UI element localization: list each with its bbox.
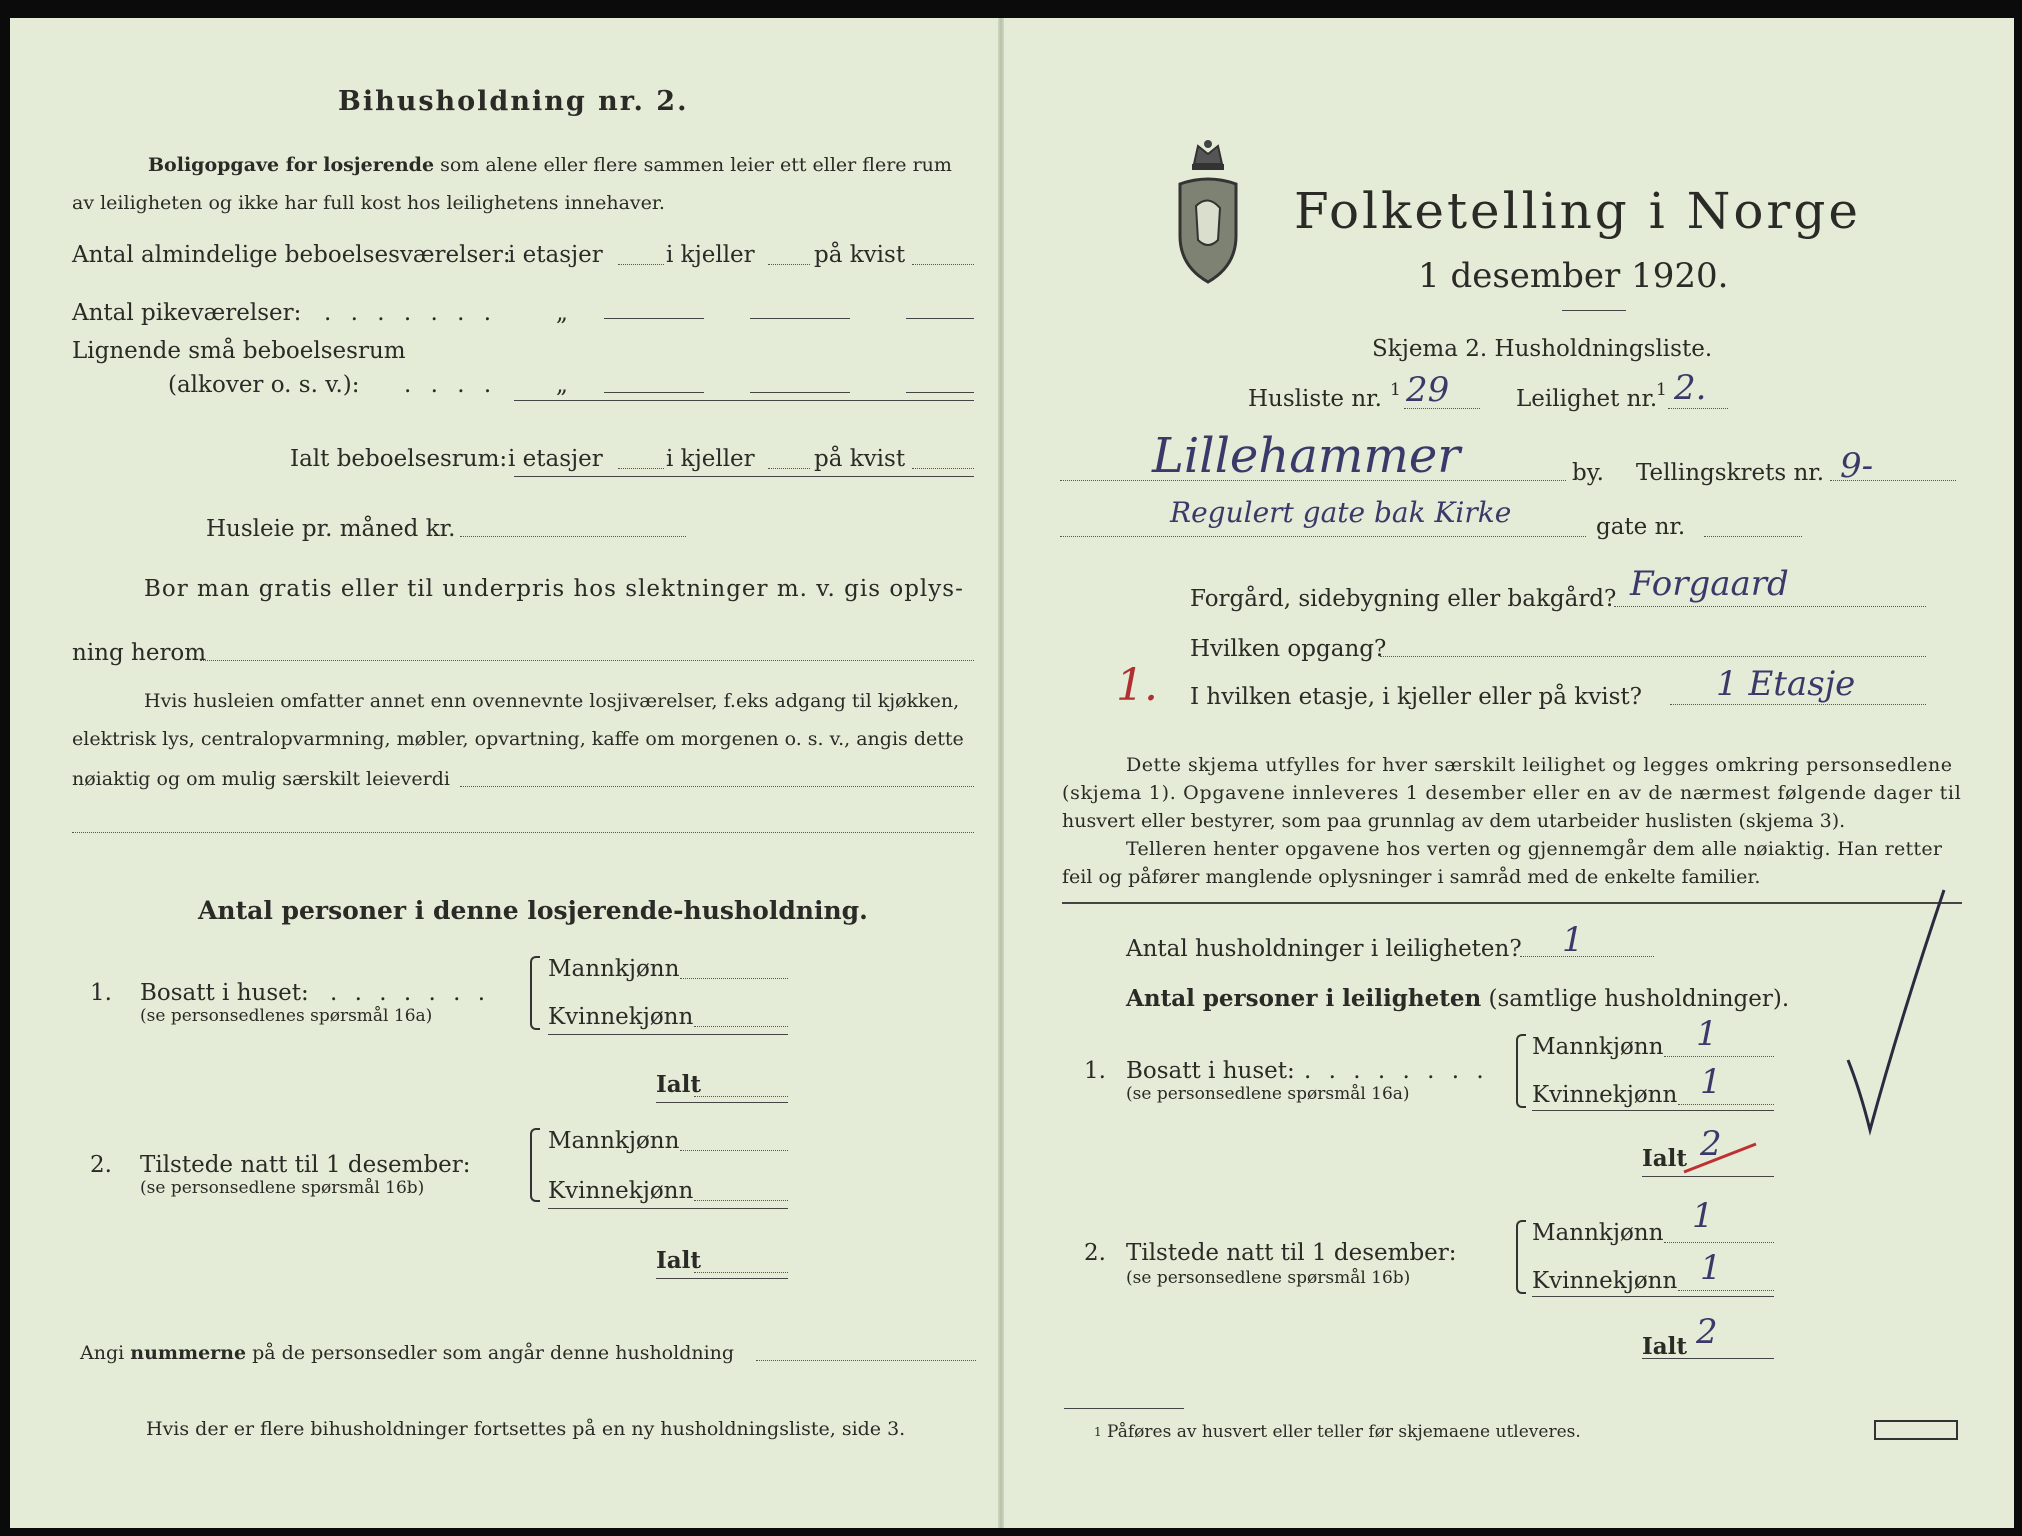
angi-word: Angi <box>80 1342 125 1364</box>
gate-nr-field[interactable] <box>1704 536 1802 537</box>
husliste-sup: 1 <box>1390 380 1401 400</box>
right-q2-mann-field[interactable] <box>1664 1242 1774 1243</box>
forgard-field[interactable] <box>1614 606 1926 607</box>
rooms-etasjer-field[interactable] <box>618 264 664 265</box>
lignende-etasjer-field[interactable] <box>604 392 704 393</box>
etasje-field[interactable] <box>1670 704 1926 705</box>
right-q2-sum-line <box>1532 1296 1774 1297</box>
right-q1-kvinne-field[interactable] <box>1678 1104 1774 1105</box>
right-q1-label: Bosatt i huset: <box>1126 1058 1295 1084</box>
footnote-line <box>1094 1422 1581 1442</box>
left-q1-brace <box>530 956 540 1030</box>
check-mark-icon <box>1840 880 1950 1140</box>
right-q1-ialt-label: Ialt <box>1642 1145 1688 1172</box>
footnote-rule <box>1064 1408 1184 1409</box>
footnote-num: 1 <box>1094 1425 1102 1439</box>
etasje-label: I hvilken etasje, i kjeller eller på kvist? <box>1190 684 1642 710</box>
right-q2-num: 2. <box>1084 1240 1106 1266</box>
left-q1-num: 1. <box>90 980 112 1006</box>
lignende-label-1: Lignende små beboelsesrum <box>72 338 406 364</box>
husliste-field[interactable] <box>1404 408 1480 409</box>
left-antal-heading: Antal personer i denne losjerende-husholdning. <box>198 896 868 925</box>
right-q1-brace <box>1516 1034 1526 1108</box>
households-label: Antal husholdninger i leiligheten? <box>1126 936 1522 962</box>
left-q2-mann-label: Mannkjønn <box>548 1128 680 1154</box>
angi-line <box>80 1342 734 1364</box>
left-q1-ialt-underline <box>656 1102 788 1103</box>
pike-kjeller-field[interactable] <box>750 318 850 319</box>
right-q2-ialt-underline <box>1642 1358 1774 1359</box>
leilighet-sup: 1 <box>1656 380 1667 400</box>
rooms-kvist: på kvist <box>814 242 906 268</box>
leilighet-field[interactable] <box>1668 408 1728 409</box>
left-footer: Hvis der er flere bihusholdninger fortsettes på en ny husholdningsliste, side 3. <box>146 1418 906 1440</box>
intro-bold: Boligopgave for losjerende <box>148 154 435 176</box>
husliste-label: Husliste nr. <box>1248 386 1382 412</box>
right-q1-mann-label: Mannkjønn <box>1532 1034 1664 1060</box>
right-q2-ialt-value: 2 <box>1696 1312 1718 1352</box>
left-q1-kvinne-label: Kvinnekjønn <box>548 1004 694 1030</box>
tellingskrets-value: 9- <box>1840 446 1874 486</box>
left-q2-sum-line <box>548 1208 788 1209</box>
rooms-etasjer: i etasjer <box>508 242 603 268</box>
date-rule <box>1562 310 1626 311</box>
gate-nr-label: gate nr. <box>1596 514 1686 540</box>
pike-dots: . . . . . . . <box>324 300 498 326</box>
left-q1-label: Bosatt i huset: <box>140 980 309 1006</box>
left-q1-mann-label: Mannkjønn <box>548 956 680 982</box>
ialt-rooms-underline <box>514 476 974 477</box>
leilighet-value: 2. <box>1674 368 1707 408</box>
lignende-sum-line <box>514 400 974 401</box>
right-q2-kvinne-value: 1 <box>1700 1248 1722 1288</box>
left-title: Bihusholdning nr. 2. <box>338 86 689 117</box>
street-field[interactable] <box>1060 536 1586 537</box>
rooms-kjeller-field[interactable] <box>768 264 810 265</box>
right-q2-brace <box>1516 1220 1526 1294</box>
red-check-stroke-icon <box>1680 1138 1760 1178</box>
pike-ditto: „ <box>556 300 568 326</box>
street-value: Regulert gate bak Kirke <box>1170 496 1512 529</box>
left-q2-kvinne-field[interactable] <box>694 1200 788 1201</box>
ialt-etasjer-field[interactable] <box>618 468 664 469</box>
intro-line-2: av leiligheten og ikke har full kost hos leilighetens innehaver. <box>72 192 665 214</box>
right-q1-dots: . . . . . . . . <box>1304 1058 1489 1084</box>
info-line-3: husvert eller bestyrer, som paa grunnlag av dem utarbeider huslisten (skjema 3). <box>1062 810 1846 832</box>
left-q2-mann-field[interactable] <box>680 1150 788 1151</box>
hvis-line-1: Hvis husleien omfatter annet enn ovennevnte losjiværelser, f.eks adgang til kjøkken, <box>144 690 960 712</box>
right-q1-mann-value: 1 <box>1696 1014 1718 1054</box>
etasje-value: 1 Etasje <box>1716 664 1856 704</box>
pike-etasjer-field[interactable] <box>604 318 704 319</box>
left-q2-ialt-label: Ialt <box>656 1247 702 1274</box>
rooms-kvist-field[interactable] <box>912 264 974 265</box>
gratis-line-2: ning herom <box>72 640 207 666</box>
right-q1-kvinne-label: Kvinnekjønn <box>1532 1082 1678 1108</box>
right-q2-sub: (se personsedlene spørsmål 16b) <box>1126 1268 1411 1288</box>
margin-mark: 1. <box>1116 660 1158 711</box>
right-antal-rest: (samtlige husholdninger). <box>1488 986 1790 1012</box>
right-q1-sub: (se personsedlene spørsmål 16a) <box>1126 1084 1410 1104</box>
husleie-label: Husleie pr. måned kr. <box>206 516 456 542</box>
pike-kvist-field[interactable] <box>906 318 974 319</box>
ialt-kvist-field[interactable] <box>912 468 974 469</box>
pikevaerelser-label: Antal pikeværelser: <box>72 300 302 326</box>
gratis-field[interactable] <box>200 660 974 661</box>
by-label: by. <box>1572 460 1604 486</box>
households-field[interactable] <box>1520 956 1654 957</box>
left-q1-kvinne-field[interactable] <box>694 1026 788 1027</box>
leieverdi-field[interactable] <box>460 786 974 787</box>
left-q1-sum-line <box>548 1034 788 1035</box>
angi-rest: på de personsedler som angår denne husholdning <box>252 1342 735 1364</box>
right-q2-label: Tilstede natt til 1 desember: <box>1126 1240 1457 1266</box>
info-line-4: Telleren henter opgavene hos verten og gjennemgår dem alle nøiaktig. Han retter <box>1126 838 1943 860</box>
rooms-label: Antal almindelige beboelsesværelser: <box>72 242 511 268</box>
ialt-etasjer: i etasjer <box>508 446 603 472</box>
husliste-value: 29 <box>1406 370 1450 410</box>
right-q2-mann-value: 1 <box>1692 1196 1714 1236</box>
hvis-line-2: elektrisk lys, centralopvarmning, møbler, opvartning, kaffe om morgenen o. s. v., angis dette <box>72 728 964 750</box>
gratis-line-1: Bor man gratis eller til underpris hos slektninger m. v. gis oplys- <box>144 576 964 602</box>
angi-bold: nummerne <box>130 1342 247 1364</box>
forgard-label: Forgård, sidebygning eller bakgård? <box>1190 586 1617 612</box>
lignende-kvist-field[interactable] <box>906 392 974 393</box>
city-value: Lillehammer <box>1152 428 1461 484</box>
right-antal-line <box>1126 986 1789 1012</box>
right-q1-num: 1. <box>1084 1058 1106 1084</box>
right-q2-kvinne-field[interactable] <box>1678 1290 1774 1291</box>
left-q2-sub: (se personsedlene spørsmål 16b) <box>140 1178 425 1198</box>
left-q1-ialt-label: Ialt <box>656 1071 702 1098</box>
right-q2-ialt-label: Ialt <box>1642 1333 1688 1360</box>
right-title: Folketelling i Norge <box>1294 182 1861 240</box>
households-value: 1 <box>1562 920 1584 960</box>
right-q2-mann-label: Mannkjønn <box>1532 1220 1664 1246</box>
right-q1-ialt-value: 2 <box>1700 1124 1722 1164</box>
lignende-ditto: „ <box>556 372 568 398</box>
lignende-label-2: (alkover o. s. v.): <box>168 372 360 398</box>
rooms-kjeller: i kjeller <box>666 242 755 268</box>
skjema-label: Skjema 2. Husholdningsliste. <box>1372 336 1713 362</box>
info-line-2: (skjema 1). Opgavene innleveres 1 desember eller en av de nærmest følgende dager til <box>1062 782 1962 804</box>
left-q2-label: Tilstede natt til 1 desember: <box>140 1152 471 1178</box>
right-q1-kvinne-value: 1 <box>1700 1062 1722 1102</box>
ialt-kjeller: i kjeller <box>666 446 755 472</box>
coat-of-arms-icon <box>1172 136 1244 286</box>
footnote-text: Påføres av husvert eller teller før skjemaene utleveres. <box>1107 1422 1581 1442</box>
lignende-dots: . . . . <box>404 372 498 398</box>
forgard-value: Forgaard <box>1630 564 1789 604</box>
left-q1-sub: (se personsedlenes spørsmål 16a) <box>140 1006 433 1026</box>
left-q2-num: 2. <box>90 1152 112 1178</box>
printer-stamp-icon <box>1874 1420 1958 1440</box>
right-q1-mann-field[interactable] <box>1664 1056 1774 1057</box>
husleie-field[interactable] <box>460 536 686 537</box>
leilighet-label: Leilighet nr. <box>1516 386 1658 412</box>
right-q1-sum-line <box>1532 1110 1774 1111</box>
lignende-kjeller-field[interactable] <box>750 392 850 393</box>
left-q1-mann-field[interactable] <box>680 978 788 979</box>
left-q1-ialt-field[interactable] <box>694 1096 788 1097</box>
city-field[interactable] <box>1060 480 1566 481</box>
ialt-kvist: på kvist <box>814 446 906 472</box>
ialt-kjeller-field[interactable] <box>768 468 810 469</box>
intro-rest: som alene eller flere sammen leier ett eller flere rum <box>440 154 952 176</box>
left-q1-dots: . . . . . . . <box>330 980 491 1006</box>
info-line-1: Dette skjema utfylles for hver særskilt leilighet og legges omkring personsedlene <box>1126 754 1953 776</box>
opgang-field[interactable] <box>1380 656 1926 657</box>
hvis-line-3: nøiaktig og om mulig særskilt leieverdi <box>72 768 450 790</box>
left-q2-brace <box>530 1128 540 1202</box>
right-date: 1 desember 1920. <box>1418 256 1729 296</box>
angi-field[interactable] <box>756 1360 976 1361</box>
right-q2-kvinne-label: Kvinnekjønn <box>1532 1268 1678 1294</box>
intro-line-1 <box>148 154 952 176</box>
info-rule <box>1062 902 1962 904</box>
left-q2-kvinne-label: Kvinnekjønn <box>548 1178 694 1204</box>
page-fold <box>998 18 1004 1528</box>
leieverdi-field-2[interactable] <box>72 832 974 833</box>
left-q2-ialt-field[interactable] <box>694 1272 788 1273</box>
right-antal-bold: Antal personer i leiligheten <box>1126 985 1482 1012</box>
ialt-rooms-label: Ialt beboelsesrum: <box>290 446 508 472</box>
left-q2-ialt-underline <box>656 1278 788 1279</box>
tellingskrets-label: Tellingskrets nr. <box>1636 460 1825 486</box>
tellingskrets-field[interactable] <box>1830 480 1956 481</box>
opgang-label: Hvilken opgang? <box>1190 636 1387 662</box>
info-line-5: feil og påfører manglende oplysninger i samråd med de enkelte familier. <box>1062 866 1761 888</box>
